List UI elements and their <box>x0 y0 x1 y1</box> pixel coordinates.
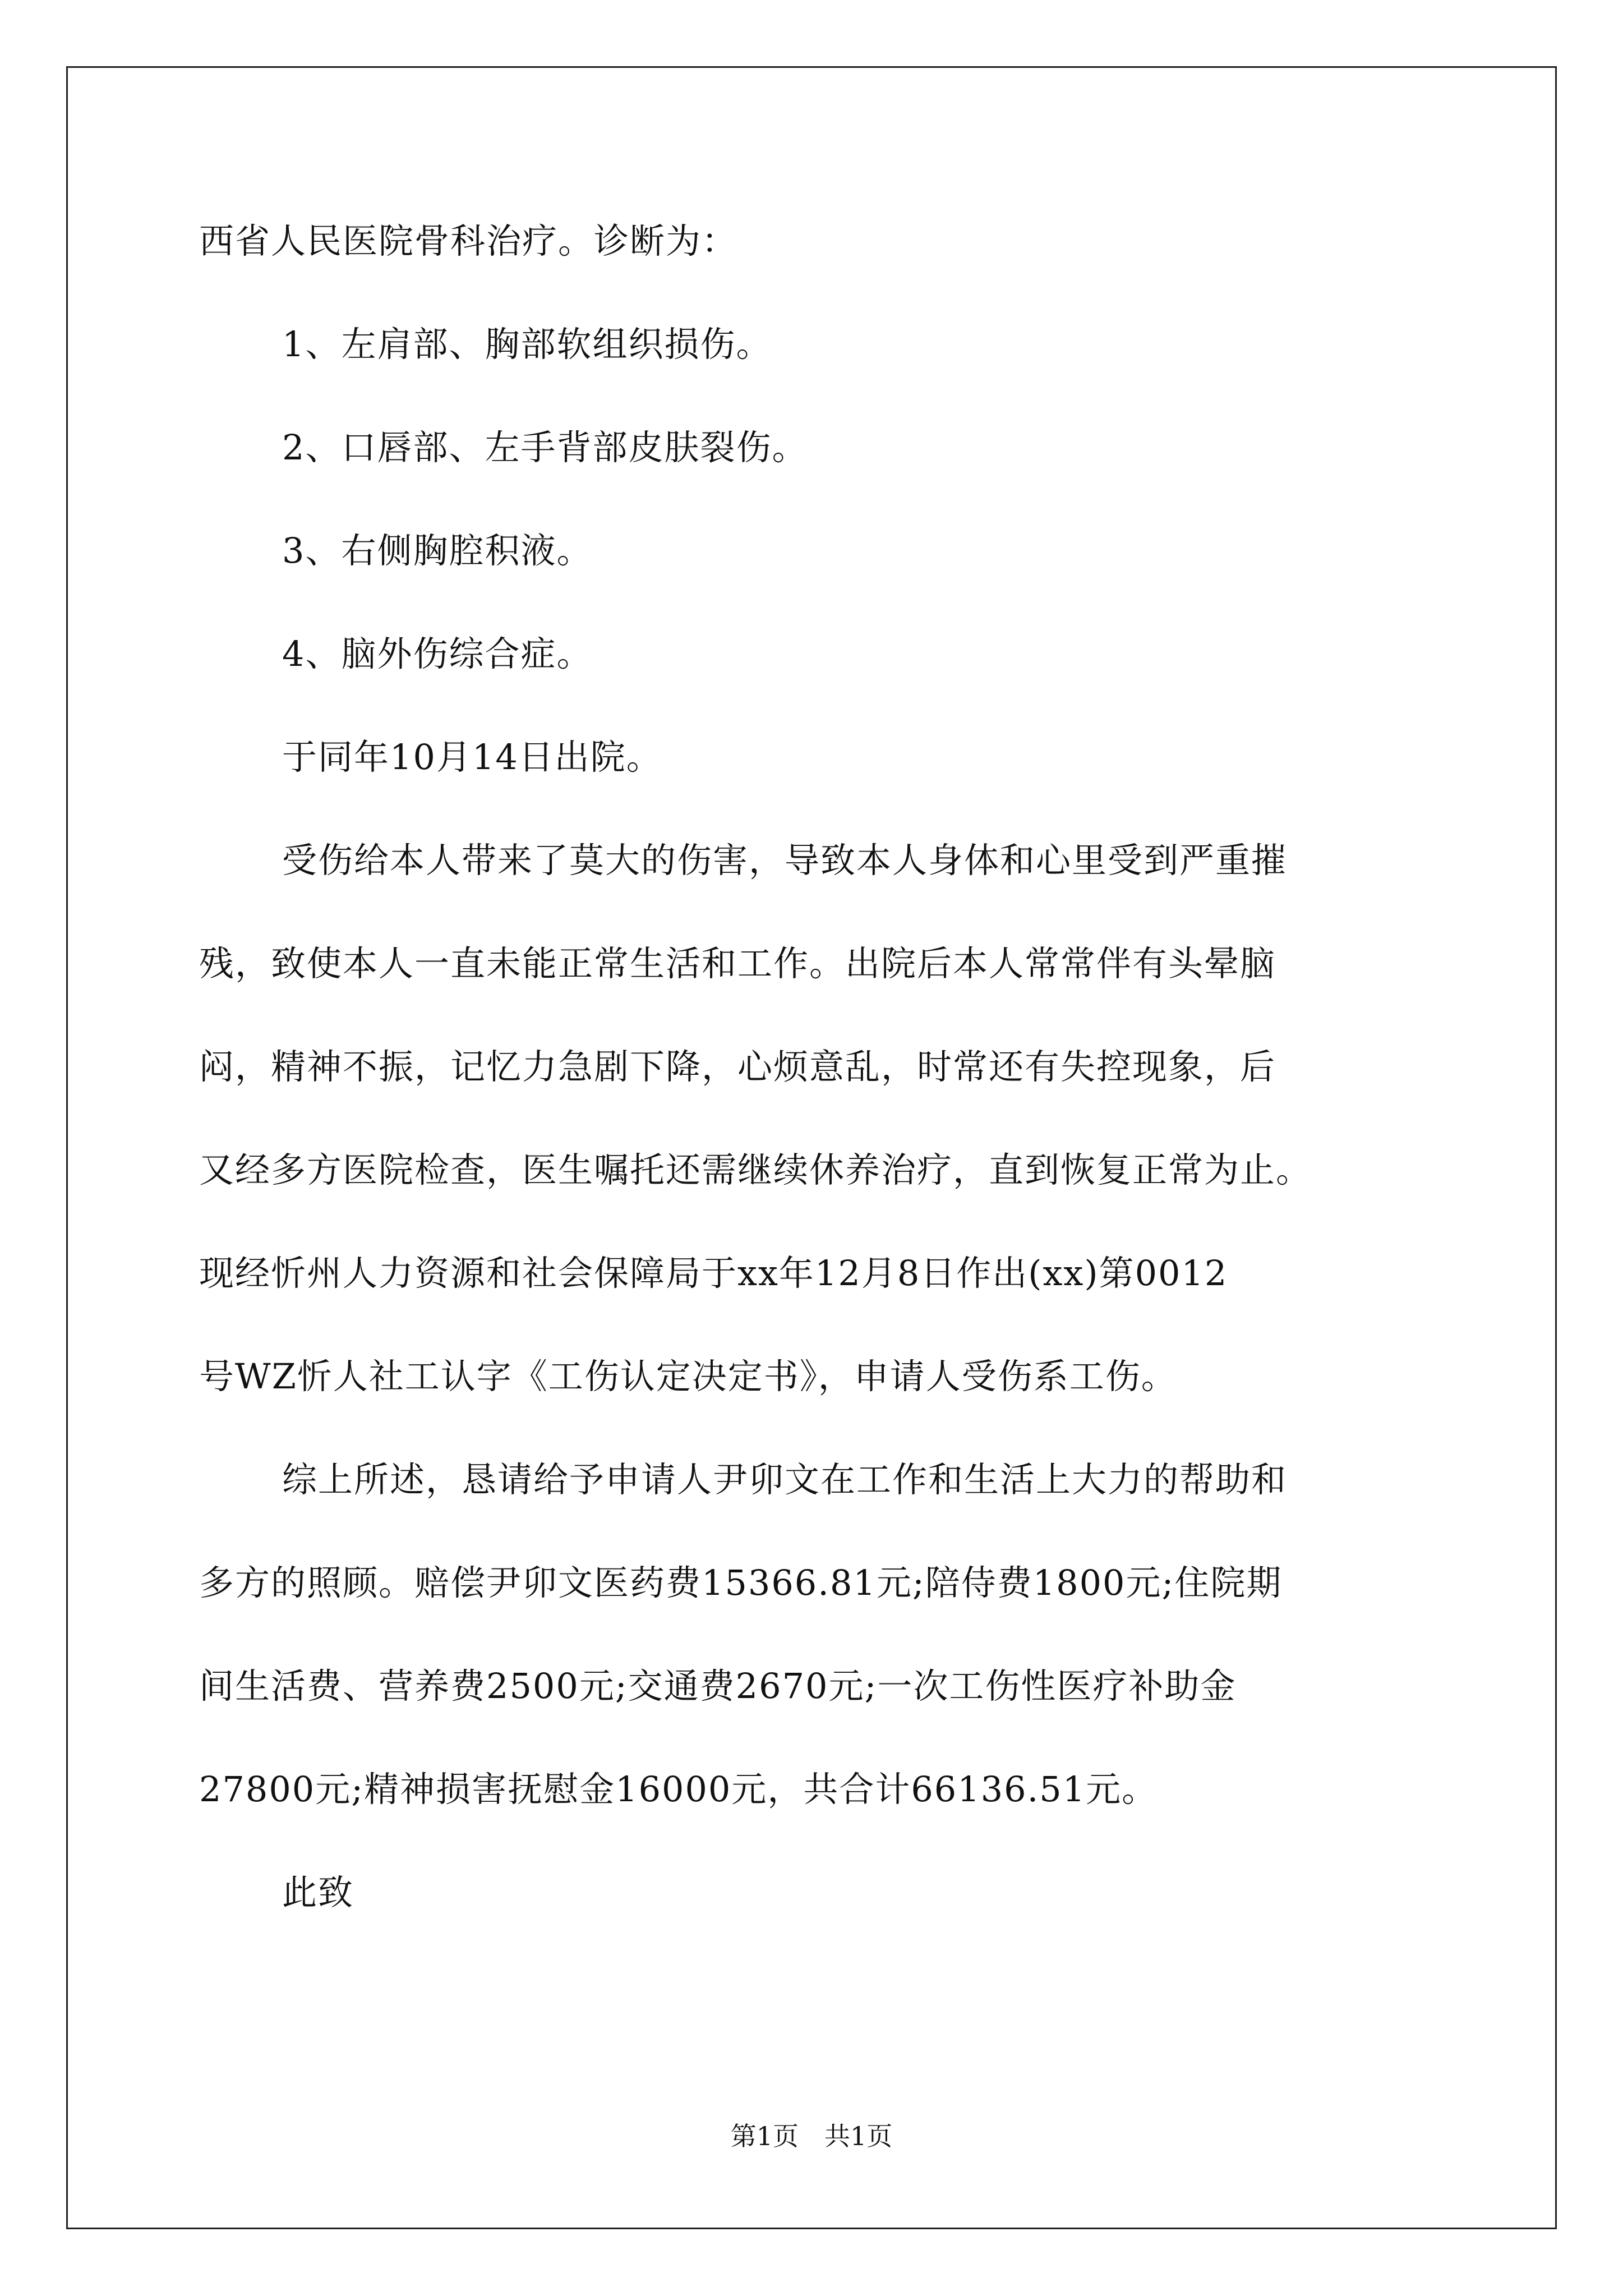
text-line: 西省人民医院骨科治疗。诊断为： <box>199 220 738 261</box>
text-line: 残，致使本人一直未能正常生活和工作。出院后本人常常伴有头晕脑 <box>199 943 1276 984</box>
text-line: 闷，精神不振，记忆力急剧下降，心烦意乱，时常还有失控现象，后 <box>199 1046 1276 1087</box>
text-line: 多方的照顾。赔偿尹卯文医药费15366.81元;陪侍费1800元;住院期 <box>199 1562 1283 1603</box>
diagnosis-item: 2、口唇部、左手背部皮肤裂伤。 <box>282 427 808 468</box>
diagnosis-item: 3、右侧胸腔积液。 <box>282 530 593 571</box>
page-number: 第1页 共1页 <box>730 2121 893 2151</box>
text-line: 于同年10月14日出院。 <box>282 737 662 777</box>
text-line: 间生活费、营养费2500元;交通费2670元;一次工伤性医疗补助金 <box>199 1665 1237 1706</box>
closing-salutation: 此致 <box>282 1872 354 1913</box>
text-line: 号WZ忻人社工认字《工伤认定决定书》，申请人受伤系工伤。 <box>199 1356 1177 1397</box>
text-line: 综上所述，恳请给予申请人尹卯文在工作和生活上大力的帮助和 <box>282 1459 1288 1500</box>
text-line: 又经多方医院检查，医生嘱托还需继续休养治疗，直到恢复正常为止。 <box>199 1149 1312 1190</box>
text-line: 现经忻州人力资源和社会保障局于xx年12月8日作出(xx)第0012 <box>199 1253 1228 1294</box>
text-line: 27800元;精神损害抚慰金16000元，共合计66136.51元。 <box>199 1769 1158 1810</box>
diagnosis-item: 1、左肩部、胸部软组织损伤。 <box>282 324 772 365</box>
diagnosis-item: 4、脑外伤综合症。 <box>282 633 593 674</box>
text-line: 受伤给本人带来了莫大的伤害，导致本人身体和心里受到严重摧 <box>282 840 1288 881</box>
